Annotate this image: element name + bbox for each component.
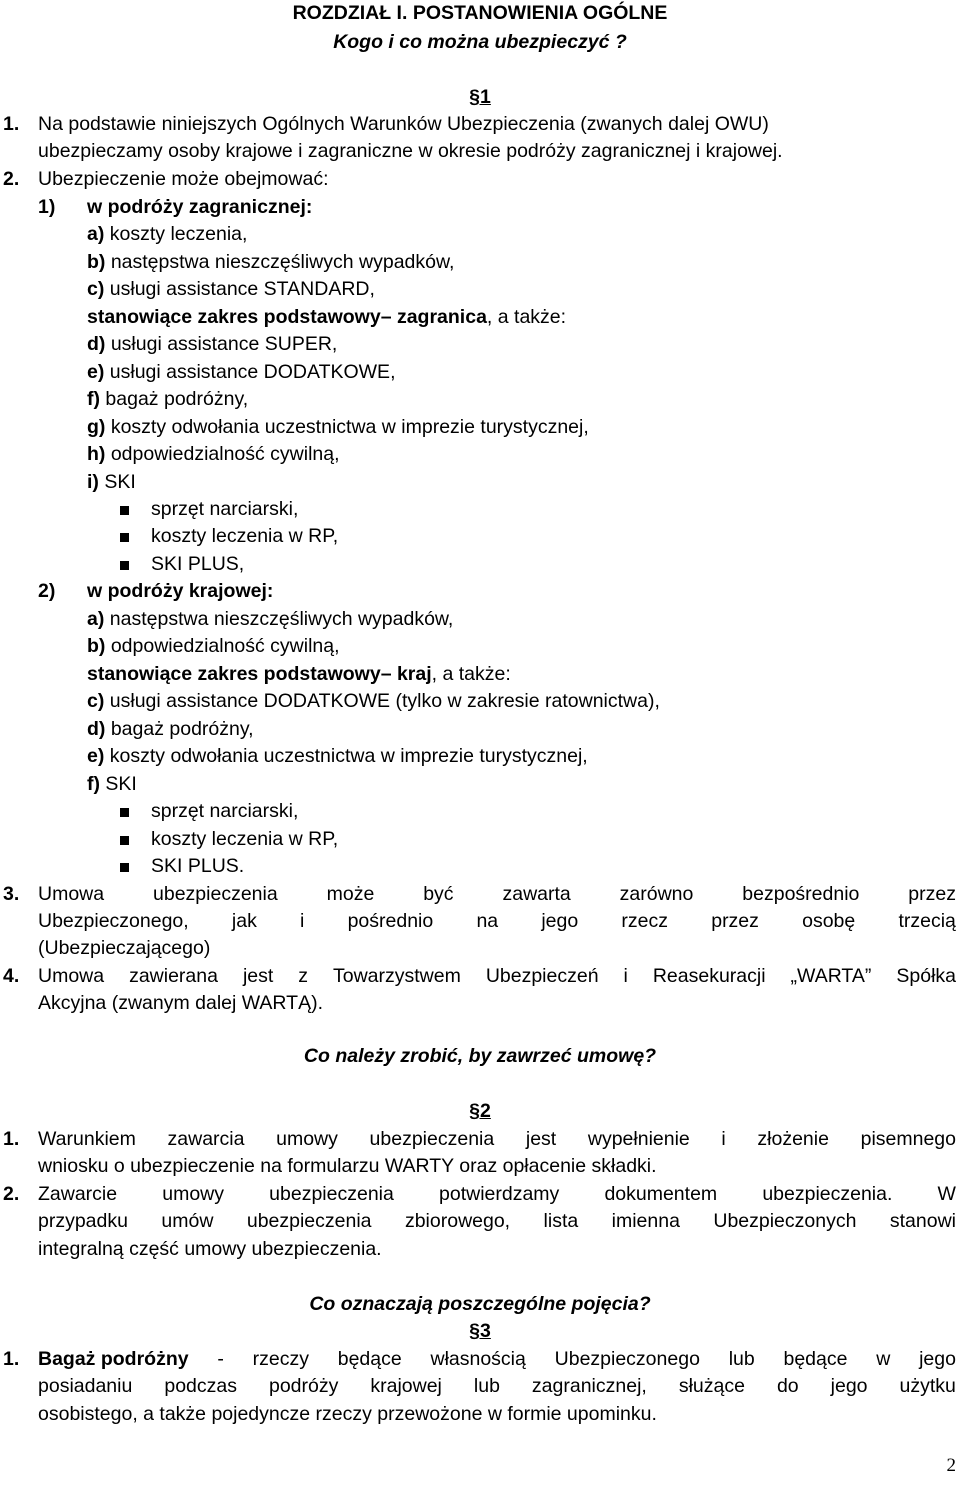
ski-item: sprzęt narciarski, bbox=[151, 800, 299, 822]
basic-scope-domestic: stanowiące zakres podstawowy– kraj, a także: bbox=[87, 663, 511, 685]
para-2-1-line: wniosku o ubezpieczenie na formularzu WARTY oraz opłacenie składki. bbox=[38, 1155, 657, 1177]
para-2-1-number: 1. bbox=[3, 1128, 20, 1150]
para-3-1-line: Bagaż podróżny - rzeczy będące własnością Ubezpieczonego lub będące w jego bbox=[38, 1346, 956, 1373]
domestic-label: w podróży krajowej: bbox=[87, 580, 274, 602]
para-3-1-line: posiadaniu podczas podróży krajowej lub zagranicznej, służące do jego użytku bbox=[38, 1375, 956, 1397]
ski-item: koszty leczenia w RP, bbox=[151, 525, 339, 547]
section-3-number: §3 bbox=[469, 1320, 491, 1342]
section-2-number: §2 bbox=[469, 1100, 491, 1122]
para-3-1-line: osobistego, a także pojedyncze rzeczy przewożone w formie upominku. bbox=[38, 1403, 657, 1425]
chapter-subtitle: Kogo i co można ubezpieczyć ? bbox=[333, 31, 627, 53]
para-1-2-number: 2. bbox=[3, 168, 20, 190]
abroad-number: 1) bbox=[38, 196, 56, 218]
heading-how-to-contract: Co należy zrobić, by zawrzeć umowę? bbox=[303, 1045, 657, 1067]
list-item: c) usługi assistance DODATKOWE (tylko w zakresie ratownictwa), bbox=[87, 690, 660, 712]
para-1-3-line: (Ubezpieczającego) bbox=[38, 937, 211, 959]
para-1-3-number: 3. bbox=[3, 883, 20, 905]
basic-scope-abroad: stanowiące zakres podstawowy– zagranica, a także: bbox=[87, 306, 567, 328]
para-2-2-number: 2. bbox=[3, 1183, 20, 1205]
list-item: a) następstwa nieszczęśliwych wypadków, bbox=[87, 608, 454, 630]
para-1-1-number: 1. bbox=[3, 113, 20, 135]
heading-definitions: Co oznaczają poszczególne pojęcia? bbox=[309, 1293, 651, 1315]
list-item: b) odpowiedzialność cywilną, bbox=[87, 635, 340, 657]
bullet-icon bbox=[120, 561, 129, 570]
para-2-1-line: Warunkiem zawarcia umowy ubezpieczenia jest wypełnienie i złożenie pisemnego bbox=[38, 1128, 956, 1150]
chapter-title: ROZDZIAŁ I. POSTANOWIENIA OGÓLNE bbox=[292, 2, 668, 24]
ski-item: sprzęt narciarski, bbox=[151, 498, 299, 520]
bullet-icon bbox=[120, 808, 129, 817]
list-item: h) odpowiedzialność cywilną, bbox=[87, 443, 340, 465]
para-1-2-text: Ubezpieczenie może obejmować: bbox=[38, 168, 329, 190]
list-item: e) usługi assistance DODATKOWE, bbox=[87, 361, 396, 383]
para-1-3-line: Umowa ubezpieczenia może być zawarta zarówno bezpośrednio przez bbox=[38, 883, 956, 905]
para-2-2-line: Zawarcie umowy ubezpieczenia potwierdzamy dokumentem ubezpieczenia. W bbox=[38, 1183, 956, 1205]
list-item: b) następstwa nieszczęśliwych wypadków, bbox=[87, 251, 455, 273]
para-2-2-line: integralną część umowy ubezpieczenia. bbox=[38, 1238, 382, 1260]
list-item: g) koszty odwołania uczestnictwa w imprezie turystycznej, bbox=[87, 416, 589, 438]
bullet-icon bbox=[120, 506, 129, 515]
list-item: c) usługi assistance STANDARD, bbox=[87, 278, 375, 300]
bullet-icon bbox=[120, 836, 129, 845]
para-2-2-line: przypadku umów ubezpieczenia zbiorowego, lista imienna Ubezpieczonych stanowi bbox=[38, 1210, 956, 1232]
para-1-4-line: Umowa zawierana jest z Towarzystwem Ubezpieczeń i Reasekuracji „WARTA” Spółka bbox=[38, 965, 956, 987]
para-1-1-line: ubezpieczamy osoby krajowe i zagraniczne w okresie podróży zagranicznej i krajowej. bbox=[38, 140, 783, 162]
para-1-3-line: Ubezpieczonego, jak i pośrednio na jego rzecz przez osobę trzecią bbox=[38, 910, 956, 932]
ski-item: SKI PLUS. bbox=[151, 855, 245, 877]
list-item: f) SKI bbox=[87, 773, 137, 795]
list-item: d) bagaż podróżny, bbox=[87, 718, 254, 740]
para-1-1-line: Na podstawie niniejszych Ogólnych Warunków Ubezpieczenia (zwanych dalej OWU) bbox=[38, 113, 769, 135]
bullet-icon bbox=[120, 863, 129, 872]
abroad-label: w podróży zagranicznej: bbox=[87, 196, 313, 218]
section-1-number: §1 bbox=[469, 86, 491, 108]
page-number: 2 bbox=[946, 1455, 956, 1476]
ski-item: koszty leczenia w RP, bbox=[151, 828, 339, 850]
term-bagaz: Bagaż podróżny bbox=[38, 1348, 189, 1370]
list-item: f) bagaż podróżny, bbox=[87, 388, 249, 410]
domestic-number: 2) bbox=[38, 580, 56, 602]
ski-item: SKI PLUS, bbox=[151, 553, 245, 575]
para-3-1-number: 1. bbox=[3, 1348, 20, 1370]
list-item: d) usługi assistance SUPER, bbox=[87, 333, 338, 355]
para-1-4-line: Akcyjna (zwanym dalej WARTĄ). bbox=[38, 992, 323, 1014]
list-item: i) SKI bbox=[87, 471, 136, 493]
list-item: e) koszty odwołania uczestnictwa w imprezie turystycznej, bbox=[87, 745, 588, 767]
bullet-icon bbox=[120, 533, 129, 542]
para-1-4-number: 4. bbox=[3, 965, 20, 987]
list-item: a) koszty leczenia, bbox=[87, 223, 248, 245]
